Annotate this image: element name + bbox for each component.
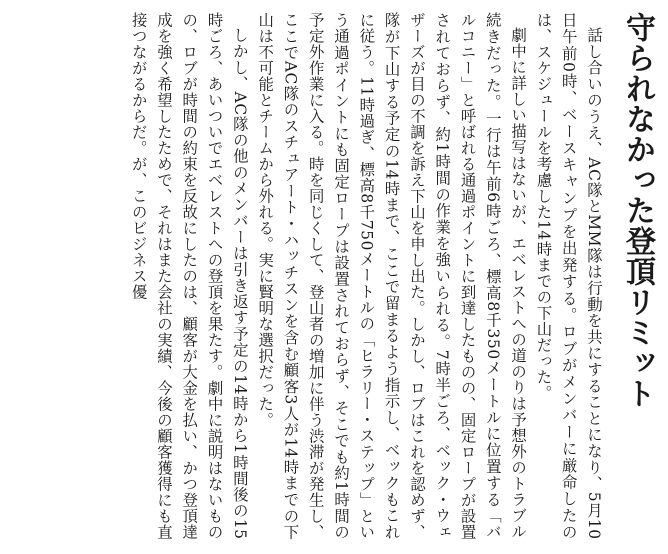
article-paragraph-1: 話し合いのうえ、AC隊とMM隊は行動を共にすることになり、5月10日午前0時、ベースキャンプを出発する。ロブがメンバーに厳命したのは、スケジュールを考慮した14時までの下山だった。 xyxy=(534,12,603,540)
article-body xyxy=(10,12,606,540)
article-paragraph-2: 劇中に詳しい描写はないが、エベレストへの道のりは予想外のトラブル続きだった。一行は午前6時ごろ、標高8千350メートルに位置する「バルコニー」と呼ばれる通過ポイントに到達したものの、固定ロープが設置されておらず、約1時間の作業を強いられる。7時半ごろ、ベック・ウェザーズが目の不調を訴え下山を申し出た。しかし、ロブはこれを認めず、隊が下山する予定の14時まで、ここで留まるよう指示し、ベックもこれに従う。11時過ぎ、標高8千750メートルの「ヒラリー・ステップ」という通過ポイントにも固定ロープは設置されておらず、そこでも約1時間の予定外作業に入る。時を同じくして、登山者の増加に伴う渋滞が発生し、ここでAC隊のスチュアート・ハッチスンを含む顧客3人が14時までの下山は不可能とチームから外れる。実に賢明な選択だった。 xyxy=(256,12,528,540)
article-title: 守られなかった登頂リミット xyxy=(620,12,655,409)
article-paragraph-3: しかし、AC隊の他のメンバーは引き返す予定の14時から1時間後の15時ごろ、あいついでエベレストへの登頂を果たす。劇中に説明はないものの、ロブが時間の約束を反故にしたのは、顧客が大金を払い、かつ登頂達成を強く希望したためで、それはまた会社の実績、今後の顧客獲得にも直接つながるからだ。が、このビジネス優 xyxy=(129,12,249,540)
